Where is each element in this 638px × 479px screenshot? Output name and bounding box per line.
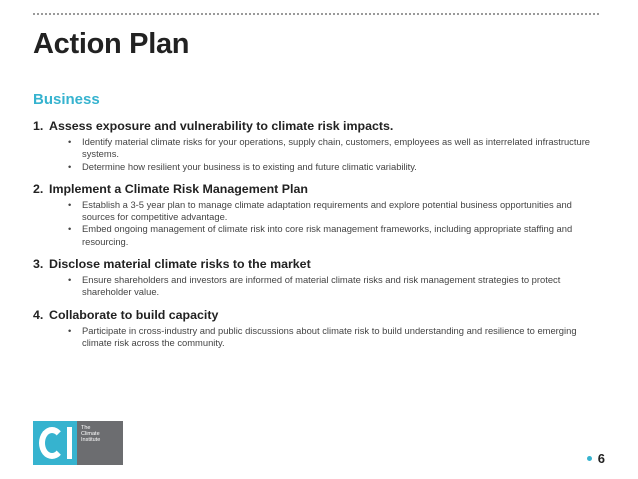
item-heading-text: Assess exposure and vulnerability to climate risk impacts. (49, 119, 394, 133)
bullet-text: Ensure shareholders and investors are informed of material climate risks and risk management strategies to protect shareholder value. (82, 274, 561, 298)
page-dot-icon (587, 456, 592, 461)
action-item-heading (33, 257, 599, 272)
item-heading-text: Implement a Climate Risk Management Plan (49, 181, 308, 196)
logo-line: The (81, 425, 91, 431)
item-heading-text: Disclose material climate risks to the market (49, 257, 311, 272)
bullet-dot-icon: • (68, 223, 72, 235)
bullet-item (68, 325, 599, 350)
page-title: Action Plan (33, 28, 190, 60)
item-number: 4. (33, 307, 44, 322)
logo-line: Climate (81, 431, 100, 437)
climate-institute-logo (33, 421, 123, 465)
action-item-list (33, 119, 599, 358)
bullet-dot-icon: • (68, 136, 72, 147)
action-item (33, 182, 599, 248)
item-number: 1. (33, 119, 44, 133)
action-item (33, 119, 599, 173)
logo-line: Institute (81, 437, 101, 443)
item-number: 2. (33, 181, 44, 196)
bullet-dot-icon: • (68, 274, 72, 286)
action-item-heading (33, 182, 599, 197)
item-heading-text: Collaborate to build capacity (49, 307, 219, 322)
bullet-text: Participate in cross-industry and public discussions about climate risk to build understanding and resilience to emerging climate risk across the community. (82, 324, 577, 348)
bullet-item (68, 161, 599, 173)
bullet-list (33, 136, 599, 173)
logo-mark-icon (33, 421, 77, 465)
bullet-dot-icon: • (68, 324, 72, 336)
bullet-text: Embed ongoing management of climate risk into core risk management frameworks, including appropriate staffing and resourcing. (82, 223, 573, 247)
bullet-text: Determine how resilient your business is to existing and future climatic variability. (82, 160, 417, 172)
bullet-item (68, 136, 599, 161)
bullet-dot-icon: • (68, 160, 72, 172)
bullet-item (68, 223, 599, 248)
action-item-heading (33, 308, 599, 323)
bullet-item (68, 274, 599, 299)
bullet-item (68, 199, 599, 224)
bullet-dot-icon: • (68, 198, 72, 210)
page-number (587, 451, 605, 466)
item-number: 3. (33, 257, 44, 272)
bullet-list (33, 325, 599, 350)
bullet-text: Identify material climate risks for your operations, supply chain, customers, employees as well as interrelated infrastructure systems. (82, 136, 591, 160)
page-number-text: 6 (597, 451, 605, 466)
bullet-text: Establish a 3-5 year plan to manage climate adaptation requirements and explore potential business opportunities and sources for competitive advantage. (82, 198, 572, 223)
logo-bar-shape (67, 427, 72, 459)
action-item (33, 308, 599, 350)
logo-c-shape (39, 427, 65, 459)
section-subtitle: Business (33, 91, 100, 108)
action-item-heading (33, 119, 599, 134)
top-divider (33, 13, 599, 15)
action-item (33, 257, 599, 299)
bullet-list (33, 274, 599, 299)
bullet-list (33, 199, 599, 248)
logo-wordmark (77, 421, 123, 465)
